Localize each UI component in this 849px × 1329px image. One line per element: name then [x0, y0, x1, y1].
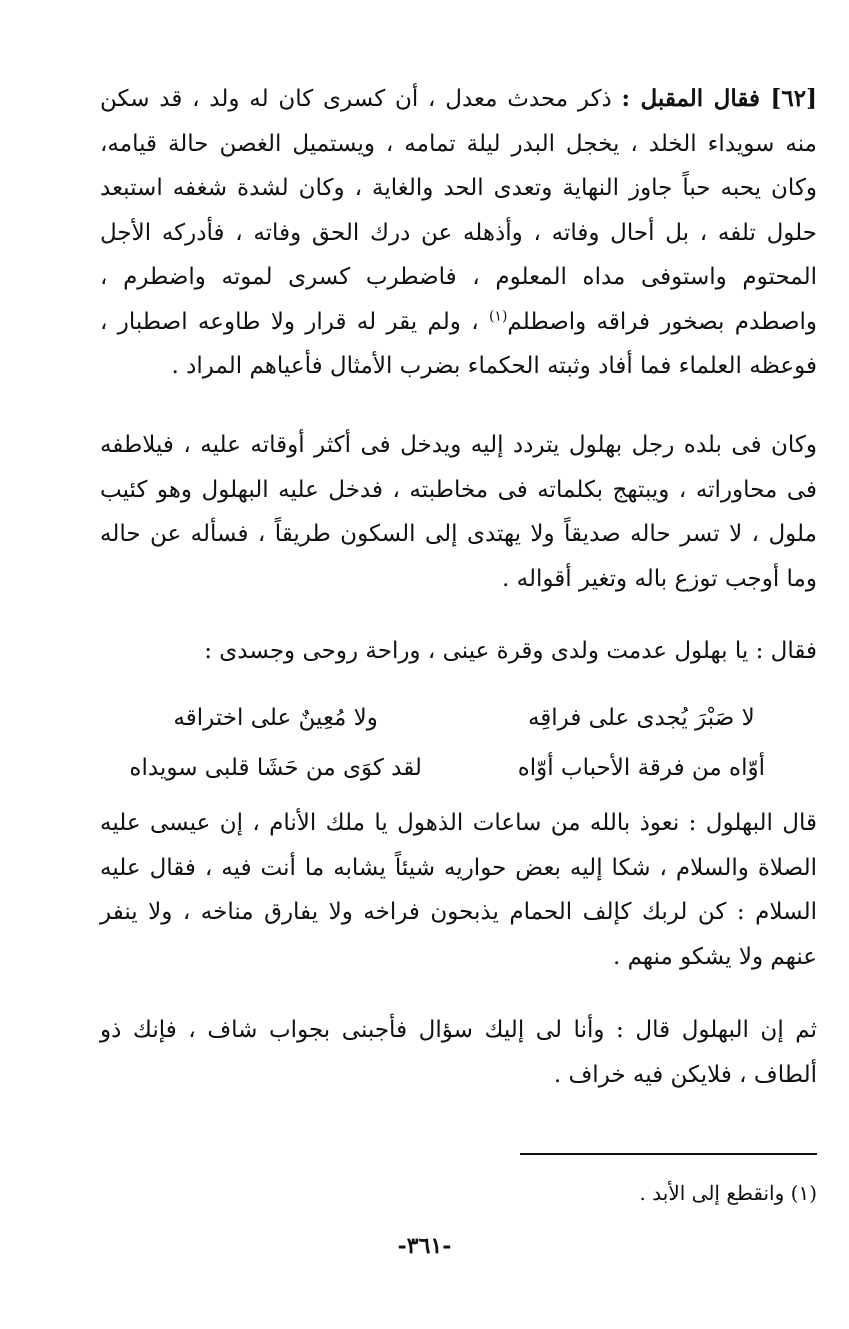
paragraph-5	[100, 1008, 817, 1097]
poem	[100, 693, 817, 793]
paragraph-3-text: فقال : يا بهلول عدمت ولدى وقرة عينى ، وراحة روحى وجسدى :	[204, 638, 817, 664]
paragraph-5-text: ثم إن البهلول قال : وأنا لى إليك سؤال فأجبنى بجواب شاف ، فإنك ذو ألطاف ، فلايكن فيه خراف .	[100, 1017, 817, 1088]
poem-verse-2	[100, 743, 817, 793]
poem-verse-1-first-hemistich: لا صَبْرَ يُجدى على فراقِه	[527, 705, 755, 731]
footnote-divider	[520, 1153, 817, 1155]
paragraph-4	[100, 801, 817, 979]
footnote: (١) وانقطع إلى الأبد .	[639, 1181, 817, 1205]
poem-verse-2-first-hemistich: أوّاه من فرقة الأحباب أوّاه	[517, 755, 765, 781]
paragraph-1-text: ذكر محدث معدل ، أن كسرى كان له ولد ، قد سكن منه سويداء الخلد ، يخجل البدر ليلة تمامه ، ويستميل الغصن حالة قيامه، وكان يحبه حباً جاوز النهاية وتعدى الحد والغاية ، وكان لشدة شغفه استبعد حلول تلفه ، بل أحال وفاته ، وأذهله عن درك الحق وفاته ، فأدركه الأجل المحتوم واستوفى مداه المعلوم ، فاضطرب كسرى لموته واضطرم ، واصطدم بصخور فراقه واصطلم	[100, 86, 817, 335]
paragraph-4-text: قال البهلول : نعوذ بالله من ساعات الذهول يا ملك الأنام ، إن عيسى عليه الصلاة والسلام ، شكا إليه بعض حواريه شيئاً يشابه ما أنت فيه ، فقال عليه السلام : كن لربك كإلف الحمام يذبحون فراخه ولا يفارق مناخه ، ولا ينفر عنهم ولا يشكو منهم .	[100, 810, 817, 970]
paragraph-2-text: وكان فى بلده رجل بهلول يتردد إليه ويدخل فى أكثر أوقاته عليه ، فيلاطفه فى محاوراته ، ويبتهج بكلماته فى مخاطبته ، فدخل عليه البهلول وهو كئيب ملول ، لا تسر حاله صديقاً ولا يهتدى إلى السكون طريقاً ، فسأله عن حاله وما أوجب توزع باله وتغير أقواله .	[100, 432, 817, 592]
footnote-reference: (١)	[488, 307, 508, 324]
paragraph-3	[100, 629, 817, 674]
paragraph-2	[100, 423, 817, 601]
poem-verse-2-second-hemistich: لقد كوَى من حَشَا قلبى سويداه	[129, 755, 422, 781]
paragraph-1-text-after: ، ولم يقر له قرار ولا طاوعه اصطبار ، فوعظه العلماء فما أفاد وثبته الحكماء بضرب الأمثال فأعياهم المراد .	[100, 308, 817, 379]
paragraph-1	[100, 77, 817, 389]
section-lead: [٦٢] فقال المقبل :	[621, 85, 817, 112]
poem-verse-1-second-hemistich: ولا مُعِينٌ على اختراقه	[173, 705, 378, 731]
page-number: -٣٦١-	[397, 1233, 452, 1259]
poem-verse-1	[100, 693, 817, 743]
